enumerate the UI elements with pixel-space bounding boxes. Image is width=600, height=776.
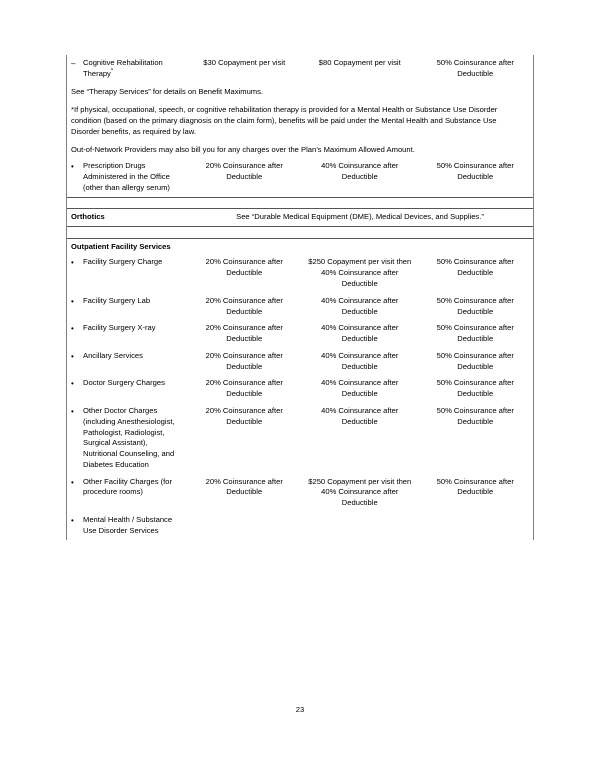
bullet-icon: • — [71, 296, 74, 306]
bullet-icon: • — [71, 379, 74, 389]
bullet-icon: • — [71, 516, 74, 525]
tier2-value-cell: 40% Coinsurance after Deductible — [321, 161, 399, 182]
service-label: Other Doctor Charges (including Anesthesiologist, Pathologist, Radiologist, Surgical Assistant), Nutritional Counseling, and Diabetes Education — [83, 405, 175, 469]
table-row — [67, 55, 533, 83]
tier2-value-cell: 40% Coinsurance after Deductible — [321, 323, 399, 344]
outpatient-rows-container — [67, 254, 533, 539]
service-name-cell — [67, 474, 187, 512]
service-label: Facility Surgery Charge — [83, 257, 163, 267]
service-name-cell — [67, 348, 187, 376]
tier3-value-cell: 50% Coinsurance after Deductible — [436, 378, 514, 399]
service-name-cell — [67, 293, 187, 321]
tier2-value-cell: 40% Coinsurance after Deductible — [321, 405, 399, 426]
service-name-cell — [67, 512, 187, 540]
table-note-row — [67, 83, 533, 102]
service-name-cell — [67, 158, 187, 196]
tier1-value-cell: 20% Coinsurance after Deductible — [205, 323, 283, 344]
tier2-value-cell: $250 Copayment per visit then 40% Coinsurance after Deductible — [308, 257, 412, 288]
footnote-marker: * — [110, 68, 114, 75]
bullet-icon: • — [71, 258, 74, 268]
service-name-cell — [67, 55, 187, 83]
tier2-value-cell: $250 Copayment per visit then 40% Coinsurance after Deductible — [308, 476, 412, 508]
service-name-cell — [67, 375, 187, 403]
bullet-icon: • — [71, 351, 74, 361]
tier1-value-cell: 20% Coinsurance after Deductible — [205, 350, 283, 371]
tier3-value-cell: 50% Coinsurance after Deductible — [436, 257, 514, 278]
spacer-cell — [67, 227, 533, 238]
note-out-of-network: Out-of-Network Providers may also bill you for any charges over the Plan’s Maximum Allowed Amount. — [71, 144, 415, 154]
table-row — [67, 403, 533, 474]
tier3-value-cell: 50% Coinsurance after Deductible — [436, 295, 514, 316]
spacer-cell — [67, 198, 533, 208]
table-note-row-oon — [67, 142, 533, 159]
tier1-value-cell: 20% Coinsurance after Deductible — [205, 161, 283, 182]
page-number: 23 — [295, 705, 305, 714]
orthotics-reference-value: See “Durable Medical Equipment (DME), Medical Devices, and Supplies.” — [236, 211, 484, 221]
service-label: Ancillary Services — [83, 350, 143, 360]
footnote-mental-health: *If physical, occupational, speech, or cognitive rehabilitation therapy is provided for a Mental Health or Substance Use Disorder condition (based on the primary diagnosis on the claim form), benefits will be paid under the Mental Health and Substance Use Disorder benefits, as required by law. — [71, 105, 498, 136]
service-name-cell — [67, 254, 187, 292]
tier1-value-cell: 20% Coinsurance after Deductible — [205, 405, 283, 426]
section-heading-outpatient-facility-services: Outpatient Facility Services — [71, 241, 171, 251]
table-row — [67, 293, 533, 321]
table-section-heading-row — [67, 239, 533, 255]
tier3-value-cell: 50% Coinsurance after Deductible — [436, 161, 514, 182]
service-label-orthotics: Orthotics — [71, 211, 105, 221]
service-name-cell — [67, 403, 187, 474]
tier1-value-cell: $30 Copayment per visit — [203, 58, 286, 67]
tier2-value-cell: 40% Coinsurance after Deductible — [321, 295, 399, 316]
tier2-value-cell: 40% Coinsurance after Deductible — [321, 378, 399, 399]
tier1-value-cell: 20% Coinsurance after Deductible — [205, 476, 283, 497]
note-therapy-services: See “Therapy Services” for details on Benefit Maximums. — [71, 86, 264, 96]
service-label: Prescription Drugs Administered in the Office (other than allergy serum) — [83, 161, 170, 193]
tier3-value-cell: 50% Coinsurance after Deductible — [436, 350, 514, 371]
tier1-value-cell — [187, 512, 303, 540]
tier2-value-cell — [302, 512, 418, 540]
table-row — [67, 375, 533, 403]
service-label: Doctor Surgery Charges — [83, 378, 165, 388]
service-label: Facility Surgery Lab — [83, 295, 151, 305]
table-footnote-row — [67, 101, 533, 141]
service-label: Other Facility Charges (for procedure rooms) — [83, 476, 173, 497]
service-label: Facility Surgery X-ray — [83, 323, 156, 333]
tier2-value-cell: 40% Coinsurance after Deductible — [321, 350, 399, 371]
table-row — [67, 348, 533, 376]
table-row — [67, 512, 533, 540]
tier3-value-cell: 50% Coinsurance after Deductible — [436, 58, 514, 78]
service-label: Cognitive Rehabilitation Therapy* — [83, 58, 163, 78]
bullet-icon: • — [71, 477, 74, 487]
table-row — [67, 320, 533, 348]
bullet-icon: • — [71, 406, 74, 416]
tier1-value-cell: 20% Coinsurance after Deductible — [205, 257, 283, 278]
table-spacer-row — [67, 197, 533, 209]
benefits-table — [66, 55, 534, 540]
tier1-value-cell: 20% Coinsurance after Deductible — [205, 295, 283, 316]
service-label: Mental Health / Substance Use Disorder Services — [83, 515, 173, 535]
tier3-value-cell: 50% Coinsurance after Deductible — [436, 476, 514, 497]
bullet-icon: • — [71, 162, 74, 172]
service-name-cell — [67, 320, 187, 348]
table-spacer-row-2 — [67, 227, 533, 239]
tier1-value-cell: 20% Coinsurance after Deductible — [205, 378, 283, 399]
table-row-orthotics — [67, 209, 533, 227]
dash-marker-icon: – — [71, 59, 76, 68]
tier3-value-cell: 50% Coinsurance after Deductible — [436, 405, 514, 426]
table-row — [67, 158, 533, 196]
bullet-icon: • — [71, 324, 74, 334]
tier3-value-cell: 50% Coinsurance after Deductible — [436, 323, 514, 344]
table-row — [67, 474, 533, 512]
table-row — [67, 254, 533, 292]
tier3-value-cell — [418, 512, 534, 540]
tier2-value-cell: $80 Copayment per visit — [318, 58, 401, 67]
